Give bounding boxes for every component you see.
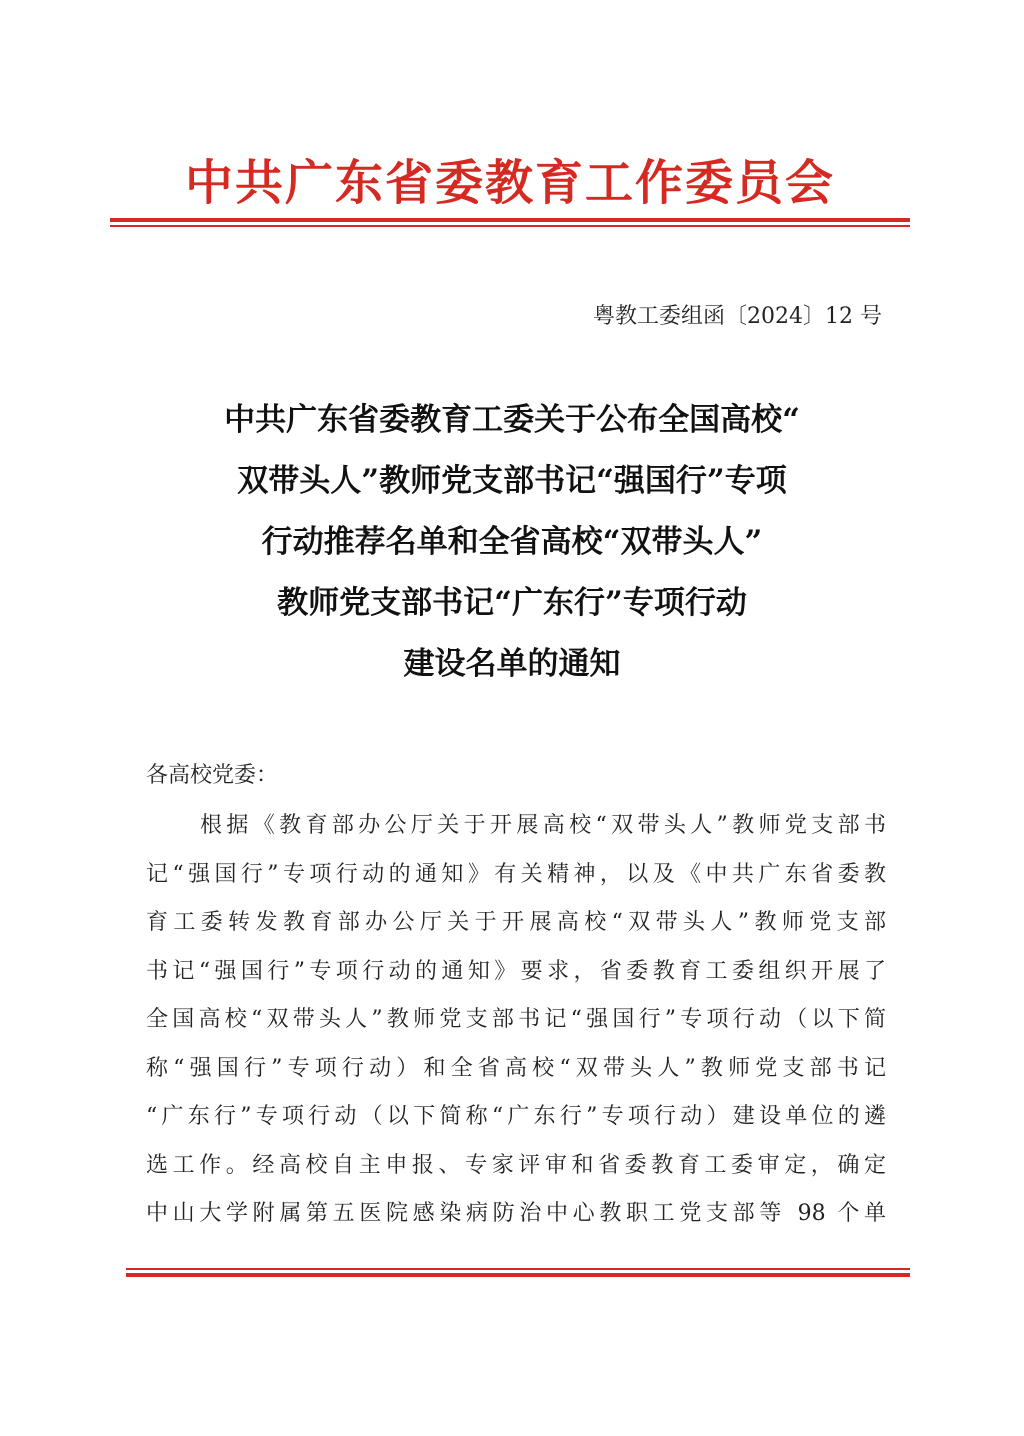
masthead-rule-thick bbox=[110, 218, 910, 222]
document-title bbox=[140, 390, 884, 695]
body-line: 书记“强国行”专项行动的通知》要求，省委教育工委组织开展了 bbox=[146, 958, 886, 984]
footer-rule-thin bbox=[126, 1268, 910, 1270]
title-line: 教师党支部书记“广东行”专项行动 bbox=[277, 585, 747, 621]
body-line: 全国高校“双带头人”教师党支部书记“强国行”专项行动（以下简 bbox=[146, 1007, 886, 1032]
body-paragraph bbox=[146, 802, 886, 1239]
body-line: “广东行”专项行动（以下简称“广东行”专项行动）建设单位的遴 bbox=[146, 1104, 886, 1129]
document-number: 粤教工委组函〔2024〕12 号 bbox=[593, 304, 882, 329]
body-line: 育工委转发教育部办公厅关于开展高校“双带头人”教师党支部 bbox=[146, 910, 886, 935]
body-line: 中山大学附属第五医院感染病防治中心教职工党支部等 98 个单 bbox=[146, 1201, 886, 1226]
body-line: 选工作。经高校自主申报、专家评审和省委教育工委审定，确定 bbox=[146, 1152, 886, 1178]
organization-masthead: 中共广东省委教育工作委员会 bbox=[184, 155, 835, 211]
title-line: 行动推荐名单和全省高校“双带头人” bbox=[261, 524, 763, 560]
body-line: 根据《教育部办公厅关于开展高校“双带头人”教师党支部书 bbox=[200, 813, 886, 838]
body-line: 称“强国行”专项行动）和全省高校“双带头人”教师党支部书记 bbox=[146, 1055, 886, 1081]
body-line: 记“强国行”专项行动的通知》有关精神，以及《中共广东省委教 bbox=[146, 861, 886, 887]
masthead-rule-thin bbox=[110, 225, 910, 227]
title-line: 建设名单的通知 bbox=[403, 646, 621, 682]
title-line: 双带头人”教师党支部书记“强国行”专项 bbox=[237, 463, 787, 499]
title-line: 中共广东省委教育工委关于公布全国高校“ bbox=[224, 402, 800, 438]
salutation: 各高校党委： bbox=[146, 763, 279, 788]
footer-rule-thick bbox=[126, 1273, 910, 1277]
